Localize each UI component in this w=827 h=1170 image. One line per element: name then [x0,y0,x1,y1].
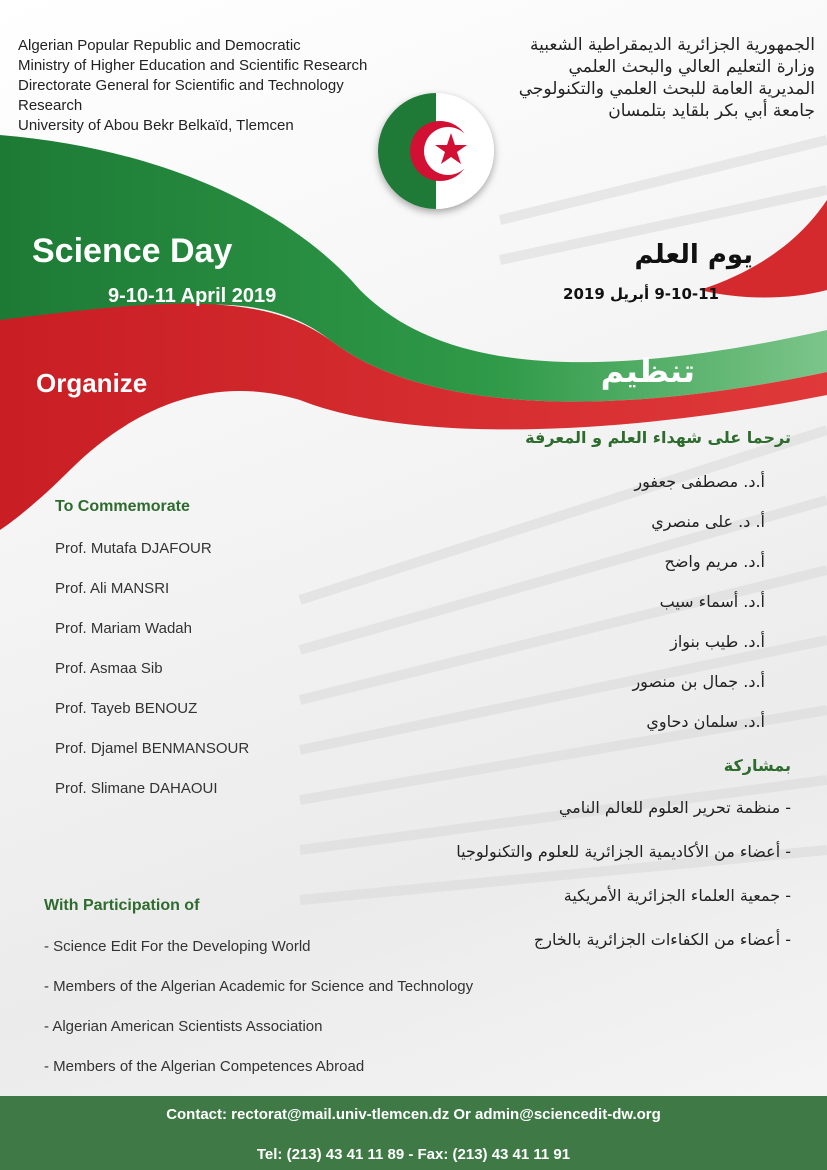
commemorate-name-ar: أ.د. أسماء سيب [659,592,765,611]
header-en-line: Ministry of Higher Education and Scientific Research [18,57,368,74]
header-en-line: Algerian Popular Republic and Democratic [18,37,301,54]
header-en-line: University of Abou Bekr Belkaïd, Tlemcen [18,117,294,134]
organize-label-ar: تنظيم [600,352,695,390]
event-date-en: 9-10-11 April 2019 [108,285,277,307]
organize-label-en: Organize [36,368,148,398]
commemorate-name-en: Prof. Asmaa Sib [55,660,163,677]
event-title-ar: يوم العلم [634,240,753,270]
commemorate-name-en: Prof. Mariam Wadah [55,620,192,637]
participation-item-ar: - جمعية العلماء الجزائرية الأمريكية [563,886,791,905]
header-ar-line: جامعة أبي بكر بلقايد بتلمسان [608,101,815,121]
participation-item-ar: - منظمة تحرير العلوم للعالم النامي [558,798,791,817]
header-ar-line: المديرية العامة للبحث العلمي والتكنولوجي [518,79,815,99]
event-title-en: Science Day [32,232,233,270]
commemorate-name-ar: أ.د. سلمان دحاوي [646,712,765,731]
commemorate-name-en: Prof. Djamel BENMANSOUR [55,740,250,757]
footer-tel: Tel: (213) 43 41 11 89 - Fax: (213) 43 41 11 91 [256,1146,571,1163]
footer [0,1096,827,1170]
participation-item-en: - Algerian American Scientists Association [44,1018,323,1035]
header-en-line: Research [18,97,83,114]
commemorate-name-ar: أ.د. طيب بنواز [670,632,765,651]
commemorate-name-en: Prof. Ali MANSRI [55,580,170,597]
commemorate-name-ar: أ.د. مصطفى جعفور [634,472,765,491]
commemorate-name-en: Prof. Tayeb BENOUZ [55,700,198,717]
commemorate-name-ar: أ. د. على منصري [651,512,765,531]
header-en [18,36,367,136]
commemorate-name-ar: أ.د. جمال بن منصور [632,672,765,691]
algerian-flag-icon [378,93,494,209]
participation-item-ar: - أعضاء من الكفاءات الجزائرية بالخارج [533,930,791,949]
commemorate-name-en: Prof. Slimane DAHAOUI [55,780,218,797]
footer-contact: Contact: rectorat@mail.univ-tlemcen.dz Or admin@sciencedit-dw.org [166,1106,661,1123]
participation-item-en: - Members of the Algerian Competences Abroad [44,1058,365,1075]
commemorate-name-en: Prof. Mutafa DJAFOUR [55,540,212,557]
participation-heading-ar: بمشاركة [723,756,791,775]
participation-item-ar: - أعضاء من الأكاديمية الجزائرية للعلوم والتكنولوجيا [456,842,791,861]
header-ar [519,34,815,122]
commemorate-name-ar: أ.د. مريم واضح [664,552,765,571]
header-ar-line: وزارة التعليم العالي والبحث العلمي [568,57,815,77]
participation-heading-en: With Participation of [44,897,200,914]
commemorate-heading-en: To Commemorate [55,498,190,515]
participation-item-en: - Members of the Algerian Academic for Science and Technology [44,978,474,995]
participation-item-en: - Science Edit For the Developing World [44,938,311,955]
commemorate-heading-ar: ترحما على شهداء العلم و المعرفة [525,428,791,447]
event-date-ar: 9-10-11 أبريل 2019 [563,285,719,303]
header-ar-line: الجمهورية الجزائرية الديمقراطية الشعبية [529,35,815,55]
header-en-line: Directorate General for Scientific and Technology [18,77,344,94]
